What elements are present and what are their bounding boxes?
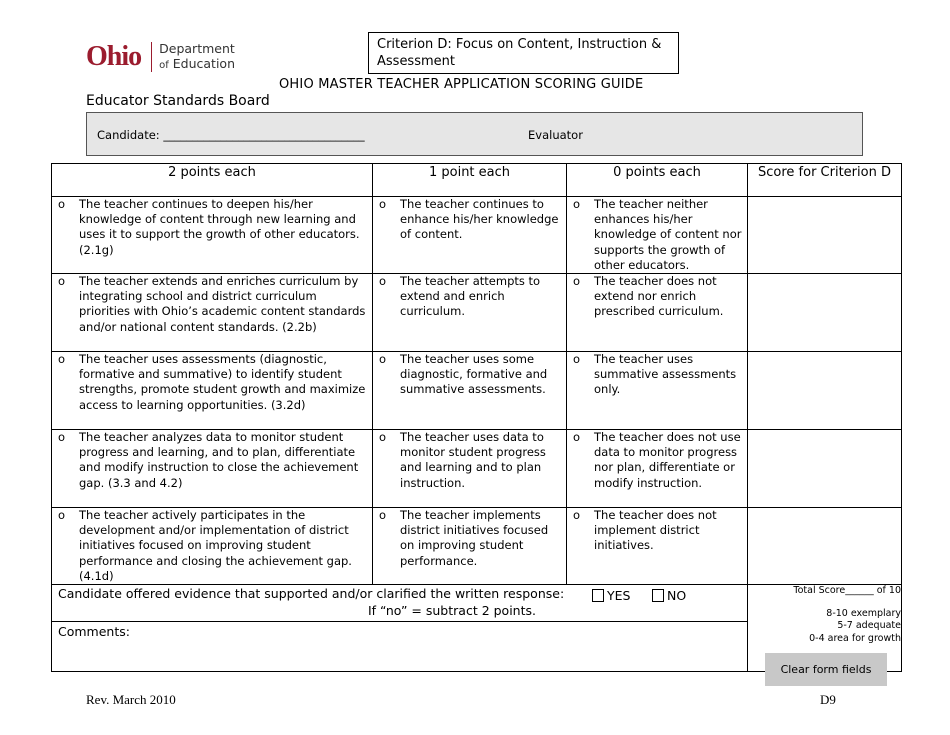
- ohio-logo: [86, 40, 235, 74]
- bullet: o: [58, 430, 66, 445]
- checkbox-box-icon[interactable]: [592, 589, 604, 602]
- table-row: [52, 352, 902, 430]
- logo-ohio-text: Ohio: [86, 41, 142, 72]
- logo-dept-line2: Education: [172, 56, 235, 71]
- score-growth: 0-4 area for growth: [809, 632, 901, 644]
- guide-title: OHIO MASTER TEACHER APPLICATION SCORING GUIDE: [279, 77, 644, 92]
- table-row: [52, 430, 902, 508]
- no-label: NO: [667, 588, 687, 604]
- score-cell[interactable]: [748, 352, 902, 430]
- evaluator-field[interactable]: Evaluator: [528, 128, 583, 142]
- criteria-text: The teacher does not extend nor enrich prescribed curriculum.: [594, 274, 724, 319]
- bullet: o: [573, 430, 581, 445]
- criteria-text: The teacher implements district initiatives focused on improving student performance.: [400, 508, 549, 568]
- criteria-text: The teacher extends and enriches curriculum by integrating school and district curriculum priorities with Ohio’s academic content standards and/or national content standards. (2.2b): [79, 274, 366, 334]
- bullet: o: [58, 508, 66, 523]
- board-name: Educator Standards Board: [86, 93, 270, 109]
- criteria-text: The teacher continues to enhance his/her knowledge of content.: [400, 197, 559, 242]
- clear-form-button[interactable]: Clear form fields: [765, 653, 887, 686]
- table-row: [52, 508, 902, 585]
- bullet: o: [58, 197, 66, 211]
- evidence-text: Candidate offered evidence that supported and/or clarified the written response:: [58, 586, 565, 602]
- criteria-text: The teacher analyzes data to monitor student progress and learning, and to plan, differentiate and modify instruction to close the achievement gap. (3.3 and 4.2): [79, 430, 359, 490]
- logo-dept-line1: Department: [159, 41, 235, 56]
- bullet: o: [573, 352, 581, 367]
- bullet: o: [379, 430, 387, 445]
- bullet: o: [573, 197, 581, 211]
- bullet: o: [573, 508, 581, 523]
- bullet: o: [379, 352, 387, 367]
- header-2-points: 2 points each: [52, 164, 373, 197]
- criteria-text: The teacher continues to deepen his/her knowledge of content through new learning and uses it to support the growth of other educators. (2.1g): [79, 197, 360, 257]
- logo-dept-of: of: [159, 60, 169, 71]
- scoring-table: [51, 163, 902, 672]
- bullet: o: [573, 274, 581, 289]
- score-cell[interactable]: [748, 274, 902, 352]
- criteria-text: The teacher does not implement district initiatives.: [594, 508, 717, 553]
- header-1-point: 1 point each: [373, 164, 567, 197]
- yes-label: YES: [607, 588, 631, 604]
- criteria-text: The teacher actively participates in the development and/or implementation of district initiatives focused on improving student performance and closing the achievement gap. (4.1d): [79, 508, 352, 583]
- score-cell[interactable]: [748, 197, 902, 274]
- bullet: o: [379, 197, 387, 211]
- criteria-text: The teacher uses assessments (diagnostic, formative and summative) to identify student strengths, promote student growth and maximize access to learning opportunities. (3.2d): [79, 352, 366, 412]
- bullet: o: [379, 508, 387, 523]
- criteria-text: The teacher uses data to monitor student progress and learning and to plan instruction.: [400, 430, 546, 490]
- score-cell[interactable]: [748, 430, 902, 508]
- table-row: [52, 274, 902, 352]
- criteria-text: The teacher attempts to extend and enrich curriculum.: [400, 274, 541, 319]
- comments-field[interactable]: Comments:: [58, 624, 130, 640]
- header-0-points: 0 points each: [567, 164, 748, 197]
- score-adequate: 5-7 adequate: [837, 620, 901, 632]
- candidate-field[interactable]: Candidate: ___________________________________: [97, 128, 365, 142]
- checkbox-box-icon[interactable]: [652, 589, 664, 602]
- revision-date: Rev. March 2010: [86, 692, 176, 707]
- bullet: o: [58, 274, 66, 289]
- score-cell[interactable]: [748, 508, 902, 585]
- header-score: Score for Criterion D: [748, 164, 902, 197]
- evidence-note: If “no” = subtract 2 points.: [368, 603, 536, 619]
- yes-checkbox[interactable]: [592, 588, 630, 603]
- no-checkbox[interactable]: [652, 588, 686, 603]
- criterion-box: Criterion D: Focus on Content, Instruction & Assessment: [368, 32, 679, 74]
- bullet: o: [58, 352, 66, 367]
- criteria-text: The teacher uses summative assessments only.: [594, 352, 737, 397]
- logo-divider: [151, 42, 152, 72]
- logo-dept-text: [159, 41, 235, 73]
- criteria-text: The teacher uses some diagnostic, formative and summative assessments.: [400, 352, 548, 397]
- bullet: o: [379, 274, 387, 289]
- candidate-box: [86, 112, 863, 156]
- criteria-text: The teacher neither enhances his/her knowledge of content nor supports the growth of other educators.: [594, 197, 742, 272]
- criteria-text: The teacher does not use data to monitor progress nor plan, differentiate or modify instruction.: [594, 430, 741, 490]
- page-number: D9: [820, 692, 836, 707]
- total-score-field[interactable]: Total Score______ of 10: [793, 585, 901, 597]
- evidence-row: [52, 585, 902, 622]
- table-row: [52, 197, 902, 274]
- score-exemplary: 8-10 exemplary: [826, 607, 901, 619]
